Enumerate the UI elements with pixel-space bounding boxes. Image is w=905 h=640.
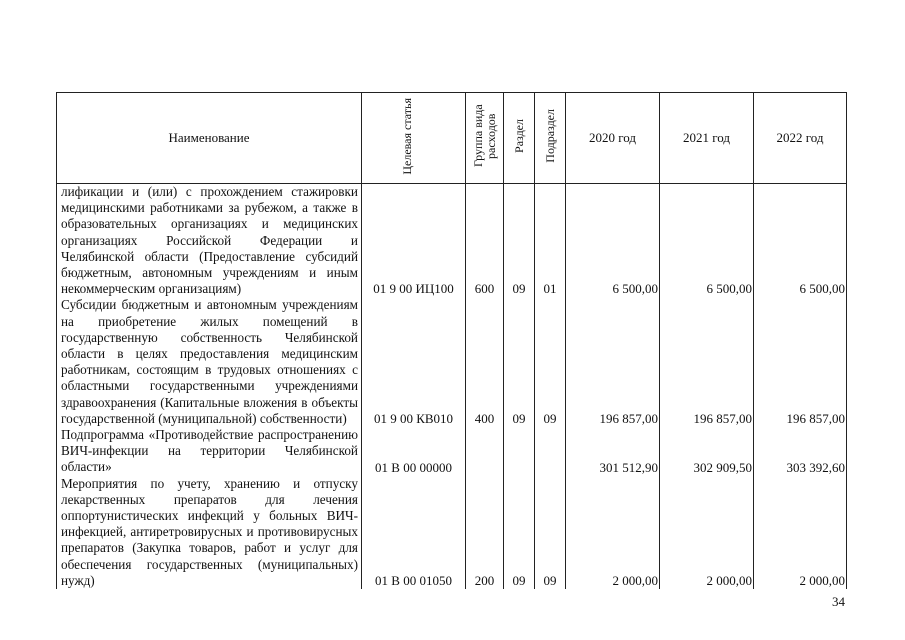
row-group bbox=[466, 184, 504, 298]
page-number: 34 bbox=[832, 594, 845, 609]
budget-table-container bbox=[56, 92, 846, 594]
header-group bbox=[466, 93, 504, 184]
row-2022 bbox=[754, 297, 847, 427]
row-2020-value: 2 000,00 bbox=[612, 573, 658, 589]
row-2022-value: 303 392,60 bbox=[786, 459, 845, 475]
row-subsection-value: 09 bbox=[543, 411, 557, 427]
row-subsection bbox=[535, 184, 566, 298]
row-group-value: 600 bbox=[474, 281, 495, 297]
table-row bbox=[57, 476, 847, 589]
row-group bbox=[466, 427, 504, 476]
header-name: Наименование bbox=[57, 93, 362, 184]
header-subsection bbox=[535, 93, 566, 184]
row-group-value: 200 bbox=[474, 573, 495, 589]
row-2020-value: 196 857,00 bbox=[599, 411, 658, 427]
table-row bbox=[57, 427, 847, 476]
row-section bbox=[504, 476, 535, 589]
row-subsection-value: 09 bbox=[543, 573, 557, 589]
row-code-value: 01 В 00 01050 bbox=[375, 573, 452, 589]
row-subsection-value: 01 bbox=[543, 281, 557, 297]
row-2022 bbox=[754, 184, 847, 298]
header-2022: 2022 год bbox=[754, 93, 847, 184]
row-code-value: 01 9 00 ИЦ100 bbox=[373, 281, 454, 297]
row-code-value: 01 9 00 КВ010 bbox=[373, 411, 454, 427]
row-2020 bbox=[566, 184, 660, 298]
row-code bbox=[362, 427, 466, 476]
row-section-value: 09 bbox=[512, 573, 526, 589]
header-2021: 2021 год bbox=[660, 93, 754, 184]
header-subsection-label: Подраздел bbox=[542, 109, 557, 163]
row-subsection bbox=[535, 476, 566, 589]
table-row bbox=[57, 297, 847, 427]
row-section-value: 09 bbox=[512, 411, 526, 427]
row-section-value: 09 bbox=[512, 281, 526, 297]
row-2020 bbox=[566, 427, 660, 476]
row-section bbox=[504, 427, 535, 476]
row-2022-value: 196 857,00 bbox=[786, 411, 845, 427]
header-section-label: Раздел bbox=[511, 119, 526, 153]
row-code bbox=[362, 184, 466, 298]
row-group bbox=[466, 476, 504, 589]
row-2021 bbox=[660, 297, 754, 427]
row-2022 bbox=[754, 476, 847, 589]
row-2020 bbox=[566, 476, 660, 589]
row-group bbox=[466, 297, 504, 427]
row-2021 bbox=[660, 184, 754, 298]
table-row bbox=[57, 184, 847, 298]
row-2021-value: 196 857,00 bbox=[693, 411, 752, 427]
row-2021-value: 302 909,50 bbox=[693, 459, 752, 475]
row-2022-value: 6 500,00 bbox=[799, 281, 845, 297]
row-2021-value: 6 500,00 bbox=[706, 281, 752, 297]
row-2022-value: 2 000,00 bbox=[799, 573, 845, 589]
row-name: лификации и (или) с прохождением стажировки медицинскими работниками за рубежом, а также в образовательных организациях и медицинских организациях Российской Федерации и Челябинской области (Предоставление субсидий бюджетным, автономным учреждениям и иным некоммерческим организациям) bbox=[57, 184, 362, 298]
row-2021-value: 2 000,00 bbox=[706, 573, 752, 589]
row-subsection bbox=[535, 297, 566, 427]
row-2021 bbox=[660, 476, 754, 589]
row-section bbox=[504, 297, 535, 427]
header-2020: 2020 год bbox=[566, 93, 660, 184]
row-code-value: 01 В 00 00000 bbox=[375, 459, 452, 475]
header-group-label: Группа вида расходов bbox=[470, 104, 498, 168]
row-2020-value: 301 512,90 bbox=[599, 459, 658, 475]
budget-table bbox=[56, 92, 847, 589]
row-2022 bbox=[754, 427, 847, 476]
row-name: Мероприятия по учету, хранению и отпуску лекарственных препаратов для лечения оппортунистических инфекций у больных ВИЧ-инфекцией, антиретровирусных и противовирусных препаратов (Закупка товаров, работ и услуг для обеспечения государственных (муниципальных) нужд) bbox=[57, 476, 362, 589]
header-section bbox=[504, 93, 535, 184]
header-target-label: Целевая статья bbox=[399, 97, 414, 175]
row-2020 bbox=[566, 297, 660, 427]
row-name: Подпрограмма «Противодействие распространению ВИЧ-инфекции на территории Челябинской области» bbox=[57, 427, 362, 476]
row-section bbox=[504, 184, 535, 298]
table-header-row bbox=[57, 93, 847, 184]
row-group-value: 400 bbox=[474, 411, 495, 427]
header-target bbox=[362, 93, 466, 184]
row-subsection bbox=[535, 427, 566, 476]
row-code bbox=[362, 297, 466, 427]
row-2020-value: 6 500,00 bbox=[612, 281, 658, 297]
row-name: Субсидии бюджетным и автономным учреждениям на приобретение жилых помещений в государственную собственность Челябинской области в целях предоставления медицинским работникам, состоящим в трудовых отношениях с областными государственными учреждениями здравоохранения (Капитальные вложения в объекты государственной (муниципальной) собственности) bbox=[57, 297, 362, 427]
row-2021 bbox=[660, 427, 754, 476]
row-code bbox=[362, 476, 466, 589]
